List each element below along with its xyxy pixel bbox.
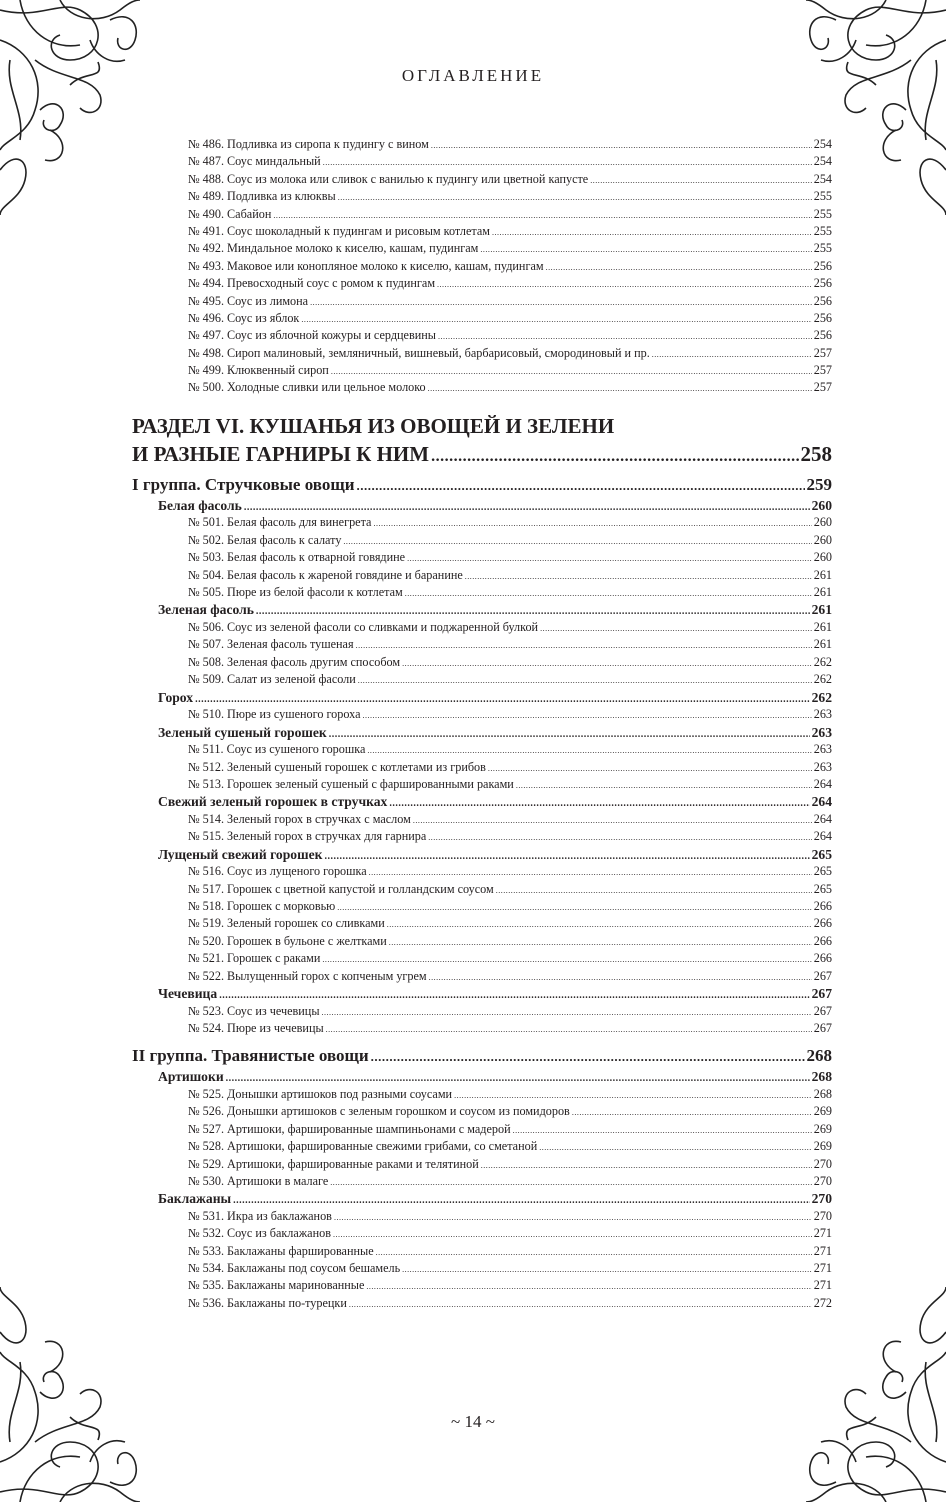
entry-title: № 513. Горошек зеленый сушеный с фаршированными раками — [188, 776, 514, 791]
entry-title: № 536. Баклажаны по-турецки — [188, 1295, 347, 1310]
subgroup-heading[interactable] — [132, 1069, 832, 1087]
entry-title: № 525. Донышки артишоков под разными соусами — [188, 1086, 453, 1101]
entry-title: № 496. Соус из яблок — [188, 310, 300, 325]
page-ref: 261 — [813, 585, 832, 600]
subgroup-heading[interactable] — [132, 498, 832, 516]
toc-entry[interactable] — [132, 1226, 832, 1243]
dot-leader — [481, 1157, 812, 1172]
dot-leader — [369, 864, 812, 879]
toc-entry[interactable] — [132, 568, 832, 585]
subgroup-heading[interactable] — [132, 602, 832, 620]
dot-leader — [366, 1278, 811, 1293]
entry-title: № 516. Соус из лущеного горошка — [188, 864, 367, 879]
page-ref: 260 — [813, 532, 832, 547]
dot-leader — [329, 725, 810, 741]
toc-entry[interactable] — [132, 882, 832, 899]
subgroup-heading[interactable] — [132, 794, 832, 812]
dot-leader — [389, 934, 812, 949]
page-ref: 254 — [813, 171, 832, 186]
subgroup-heading[interactable] — [132, 847, 832, 865]
toc-entry[interactable] — [132, 276, 832, 293]
page-ref: 269 — [813, 1121, 832, 1136]
page-ref: 264 — [811, 794, 832, 810]
dot-leader — [338, 189, 812, 204]
entry-title: № 523. Соус из чечевицы — [188, 1003, 320, 1018]
toc-entry[interactable] — [132, 655, 832, 672]
entry-title: № 509. Салат из зеленой фасоли — [188, 672, 356, 687]
entry-title: II группа. Травянистые овощи — [132, 1046, 369, 1066]
page-ref: 256 — [813, 328, 832, 343]
toc-entry[interactable] — [132, 829, 832, 846]
toc-entry[interactable] — [132, 241, 832, 258]
entry-title: Свежий зеленый горошек в стручках — [158, 794, 388, 810]
dot-leader — [244, 498, 810, 514]
page-ref: 261 — [813, 637, 832, 652]
page-number: ~ 14 ~ — [451, 1412, 495, 1431]
page-ref: 255 — [813, 223, 832, 238]
entry-title: № 504. Белая фасоль к жареной говядине и баранине — [188, 567, 463, 582]
dot-leader — [652, 346, 812, 361]
page-ref: 257 — [813, 345, 832, 360]
dot-leader — [324, 847, 809, 863]
dot-leader — [334, 1209, 812, 1224]
entry-title: I группа. Стручковые овощи — [132, 474, 355, 494]
toc-entry[interactable] — [132, 585, 832, 602]
entry-title: Горох — [158, 689, 194, 705]
toc-entry[interactable] — [132, 1104, 832, 1121]
page-ref: 270 — [811, 1191, 832, 1207]
dot-leader — [322, 951, 811, 966]
page-ref: 266 — [813, 933, 832, 948]
page-ref: 263 — [813, 742, 832, 757]
toc-entry[interactable] — [132, 1261, 832, 1278]
page-ref: 263 — [813, 707, 832, 722]
entry-title: № 527. Артишоки, фаршированные шампиньонами с мадерой — [188, 1121, 511, 1136]
toc-entry[interactable] — [132, 515, 832, 532]
toc-entry[interactable] — [132, 707, 832, 724]
page-ref: 256 — [813, 310, 832, 325]
page-ref: 265 — [813, 881, 832, 896]
entry-title: № 500. Холодные сливки или цельное молоко — [188, 380, 426, 395]
page-ref: 262 — [811, 689, 832, 705]
dot-leader — [437, 276, 812, 291]
subgroup-heading[interactable] — [132, 986, 832, 1004]
entry-title: № 501. Белая фасоль для винегрета — [188, 515, 372, 530]
table-of-contents — [132, 137, 832, 1313]
entry-title: Артишоки — [158, 1069, 224, 1085]
dot-leader — [572, 1104, 812, 1119]
entry-title: Баклажаны — [158, 1191, 232, 1207]
entry-title: № 528. Артишоки, фаршированные свежими грибами, со сметаной — [188, 1139, 538, 1154]
dot-leader — [331, 363, 812, 378]
toc-entry[interactable] — [132, 1087, 832, 1104]
dot-leader — [326, 1021, 812, 1036]
entry-title: № 526. Донышки артишоков с зеленым горошком и соусом из помидоров — [188, 1104, 570, 1119]
toc-entry[interactable] — [132, 1021, 832, 1038]
entry-title: Лущеный свежий горошек — [158, 846, 323, 862]
dot-leader — [333, 1226, 812, 1241]
dot-leader — [438, 328, 812, 343]
page-ref: 264 — [813, 811, 832, 826]
entry-title: № 507. Зеленая фасоль тушеная — [188, 637, 354, 652]
dot-leader — [413, 812, 812, 827]
page-ref: 257 — [813, 363, 832, 378]
page-ref: 256 — [813, 276, 832, 291]
toc-entry[interactable] — [132, 363, 832, 380]
entry-title: № 531. Икра из баклажанов — [188, 1208, 332, 1223]
entry-title: № 512. Зеленый сушеный горошек с котлетами из грибов — [188, 759, 486, 774]
entry-title: № 505. Пюре из белой фасоли к котлетам — [188, 585, 403, 600]
toc-entry[interactable] — [132, 812, 832, 829]
page-ref: 268 — [806, 1046, 832, 1066]
dot-leader — [492, 224, 812, 239]
dot-leader — [349, 1296, 812, 1311]
page-ref: 265 — [811, 846, 832, 862]
toc-entry[interactable] — [132, 207, 832, 224]
page-ref: 258 — [800, 441, 832, 466]
dot-leader — [387, 916, 812, 931]
entry-title: № 535. Баклажаны маринованные — [188, 1278, 365, 1293]
entry-title: № 493. Маковое или конопляное молоко к киселю, кашам, пудингам — [188, 258, 544, 273]
dot-leader — [405, 585, 812, 600]
toc-entry[interactable] — [132, 346, 832, 363]
entry-title: № 529. Артишоки, фаршированные раками и телятиной — [188, 1156, 479, 1171]
entry-title: № 495. Соус из лимона — [188, 293, 309, 308]
entry-title: № 532. Соус из баклажанов — [188, 1226, 331, 1241]
toc-entry[interactable] — [132, 1296, 832, 1313]
toc-entry[interactable] — [132, 672, 832, 689]
toc-entry[interactable] — [132, 864, 832, 881]
toc-entry[interactable] — [132, 189, 832, 206]
dot-leader — [301, 311, 811, 326]
toc-entry[interactable] — [132, 550, 832, 567]
entry-title: № 487. Соус миндальный — [188, 154, 321, 169]
dot-leader — [513, 1122, 812, 1137]
dot-leader — [480, 241, 811, 256]
toc-entry[interactable] — [132, 620, 832, 637]
entry-title: № 494. Превосходный соус с ромом к пудингам — [188, 276, 436, 291]
page-ref: 260 — [811, 497, 832, 513]
entry-title: № 499. Клюквенный сироп — [188, 363, 329, 378]
dot-leader — [376, 1244, 812, 1259]
toc-entry[interactable] — [132, 311, 832, 328]
toc-entry[interactable] — [132, 742, 832, 759]
page-ref: 263 — [813, 759, 832, 774]
dot-leader — [357, 475, 805, 495]
page-ref: 255 — [813, 241, 832, 256]
dot-leader — [407, 550, 812, 565]
toc-entry[interactable] — [132, 1122, 832, 1139]
dot-leader — [256, 602, 810, 618]
page-ref: 262 — [813, 654, 832, 669]
dot-leader — [337, 899, 811, 914]
toc-entry[interactable] — [132, 1157, 832, 1174]
page-ref: 267 — [813, 968, 832, 983]
entry-title: № 491. Соус шоколадный к пудингам и рисовым котлетам — [188, 223, 491, 238]
entry-title: № 511. Соус из сушеного горошка — [188, 742, 366, 757]
section-heading: РАЗДЕЛ VI. КУШАНЬЯ ИЗ ОВОЩЕЙ И ЗЕЛЕНИ — [132, 413, 615, 438]
dot-leader — [343, 533, 811, 548]
entry-title: № 489. Подливка из клюквы — [188, 189, 336, 204]
toc-entry[interactable] — [132, 1209, 832, 1226]
dot-leader — [322, 1004, 812, 1019]
entry-title: № 534. Баклажаны под соусом бешамель — [188, 1261, 401, 1276]
page-ref: 266 — [813, 916, 832, 931]
page-ref: 270 — [813, 1173, 832, 1188]
entry-title: № 502. Белая фасоль к салату — [188, 532, 342, 547]
page-ref: 261 — [813, 620, 832, 634]
dot-leader — [219, 986, 809, 1002]
toc-entry[interactable] — [132, 224, 832, 241]
page-ref: 268 — [813, 1086, 832, 1101]
dot-leader — [389, 794, 809, 810]
dot-leader — [402, 655, 812, 670]
toc-entry[interactable] — [132, 1139, 832, 1156]
entry-title: № 520. Горошек в бульоне с желтками — [188, 933, 387, 948]
entry-title: № 492. Миндальное молоко к киселю, кашам, пудингам — [188, 241, 479, 256]
entry-title: № 498. Сироп малиновый, земляничный, вишневый, барбарисовый, смородиновый и пр. — [188, 345, 650, 360]
subgroup-heading[interactable] — [132, 725, 832, 743]
dot-leader — [431, 137, 812, 152]
entry-title: № 486. Подливка из сиропа к пудингу с вином — [188, 137, 429, 151]
entry-title: И РАЗНЫЕ ГАРНИРЫ К НИМ — [132, 441, 430, 466]
toc-entry[interactable] — [132, 637, 832, 654]
toc-entry[interactable] — [132, 916, 832, 933]
entry-title: № 514. Зеленый горох в стручках с маслом — [188, 811, 411, 826]
page-ref: 267 — [811, 986, 832, 1002]
dot-leader — [590, 172, 812, 187]
page-ref: 260 — [813, 550, 832, 565]
dot-leader — [310, 294, 812, 309]
page-ref: 271 — [813, 1243, 832, 1258]
dot-leader — [233, 1191, 809, 1207]
dot-leader — [367, 742, 811, 757]
dot-leader — [373, 515, 811, 530]
dot-leader — [546, 259, 812, 274]
entry-title: № 533. Баклажаны фаршированные — [188, 1243, 374, 1258]
page-ref: 256 — [813, 293, 832, 308]
toc-entry[interactable] — [132, 777, 832, 794]
entry-title: № 515. Зеленый горох в стручках для гарнира — [188, 829, 427, 844]
entry-title: № 518. Горошек с морковью — [188, 899, 336, 914]
dot-leader — [496, 882, 812, 897]
group-heading[interactable] — [132, 475, 832, 498]
dot-leader — [358, 672, 812, 687]
toc-entry[interactable] — [132, 1174, 832, 1191]
page-ref: 256 — [813, 258, 832, 273]
toc-entry[interactable] — [132, 1244, 832, 1261]
dot-leader — [371, 1046, 805, 1066]
page-ref: 261 — [811, 602, 832, 618]
toc-entry[interactable] — [132, 760, 832, 777]
page-ref: 260 — [813, 515, 832, 530]
toc-entry[interactable] — [132, 380, 832, 397]
dot-leader — [428, 829, 811, 844]
toc-entry[interactable] — [132, 533, 832, 550]
toc-entry[interactable] — [132, 294, 832, 311]
page-ref: 264 — [813, 776, 832, 791]
page-ref: 270 — [813, 1156, 832, 1171]
page-ref: 254 — [813, 154, 832, 169]
dot-leader — [454, 1087, 812, 1102]
entry-title: № 508. Зеленая фасоль другим способом — [188, 654, 401, 669]
toc-entry[interactable] — [132, 969, 832, 986]
dot-leader — [488, 760, 812, 775]
toc-entry[interactable] — [132, 172, 832, 189]
page-ref: 267 — [813, 1003, 832, 1018]
page-ref: 269 — [813, 1104, 832, 1119]
page-ref: 257 — [813, 380, 832, 395]
dot-leader — [429, 969, 812, 984]
toc-entry[interactable] — [132, 1278, 832, 1295]
dot-leader — [431, 440, 798, 471]
toc-entry[interactable] — [132, 934, 832, 951]
page-ref: 261 — [813, 567, 832, 582]
page-ref: 254 — [813, 137, 832, 151]
page-ref: 255 — [813, 206, 832, 221]
entry-title: Зеленый сушеный горошек — [158, 724, 327, 740]
page-ref: 262 — [813, 672, 832, 687]
page-ref: 255 — [813, 189, 832, 204]
entry-title: № 517. Горошек с цветной капустой и голландским соусом — [188, 881, 494, 896]
dot-leader — [323, 154, 812, 169]
section-heading-line2[interactable] — [132, 440, 832, 471]
entry-title: № 530. Артишоки в малаге — [188, 1173, 329, 1188]
page-ref: 271 — [813, 1261, 832, 1276]
page-ref: 270 — [813, 1208, 832, 1223]
page-ref: 267 — [813, 1021, 832, 1035]
dot-leader — [195, 690, 810, 706]
dot-leader — [539, 1139, 812, 1154]
dot-leader — [402, 1261, 812, 1276]
entry-title: № 522. Вылущенный горох с копченым угрем — [188, 968, 427, 983]
entry-title: Чечевица — [158, 986, 218, 1002]
toc-entry[interactable] — [132, 899, 832, 916]
subgroup-heading[interactable] — [132, 690, 832, 708]
page-ref: 263 — [811, 724, 832, 740]
dot-leader — [428, 380, 812, 395]
entry-title: № 503. Белая фасоль к отварной говядине — [188, 550, 406, 565]
toc-entry[interactable] — [132, 951, 832, 968]
page-ref: 272 — [813, 1295, 832, 1310]
toc-entry[interactable] — [132, 1004, 832, 1021]
dot-leader — [356, 637, 812, 652]
dot-leader — [330, 1174, 811, 1189]
entry-title: № 488. Соус из молока или сливок с ванилью к пудингу или цветной капусте — [188, 171, 589, 186]
toc-entry[interactable] — [132, 154, 832, 171]
dot-leader — [465, 568, 812, 583]
page-ref: 266 — [813, 951, 832, 966]
page-ref: 268 — [811, 1069, 832, 1085]
page-ref: 264 — [813, 829, 832, 844]
subgroup-heading[interactable] — [132, 1191, 832, 1209]
dot-leader — [516, 777, 812, 792]
entry-title: Зеленая фасоль — [158, 602, 254, 618]
page-ref: 271 — [813, 1226, 832, 1241]
page-ref: 259 — [806, 474, 832, 494]
toc-entry[interactable] — [132, 328, 832, 345]
page-ref: 271 — [813, 1278, 832, 1293]
group-heading[interactable] — [132, 1046, 832, 1069]
page-title: ОГЛАВЛЕНИЕ — [401, 66, 545, 85]
entry-title: № 519. Зеленый горошек со сливками — [188, 916, 385, 931]
page-ref: 269 — [813, 1139, 832, 1154]
entry-title: № 497. Соус из яблочной кожуры и сердцевины — [188, 328, 436, 343]
entry-title: № 524. Пюре из чечевицы — [188, 1021, 324, 1035]
toc-entry[interactable] — [132, 259, 832, 276]
dot-leader — [273, 207, 811, 222]
entry-title: Белая фасоль — [158, 497, 242, 513]
dot-leader — [363, 707, 812, 722]
entry-title: № 521. Горошек с раками — [188, 951, 321, 966]
entry-title: № 506. Соус из зеленой фасоли со сливками и поджаренной булкой — [188, 620, 539, 634]
dot-leader — [540, 620, 812, 635]
entry-title: № 510. Пюре из сушеного гороха — [188, 707, 361, 722]
toc-entry[interactable] — [132, 137, 832, 154]
page-ref: 265 — [813, 864, 832, 879]
dot-leader — [226, 1069, 810, 1085]
page-ref: 266 — [813, 899, 832, 914]
entry-title: № 490. Сабайон — [188, 206, 272, 221]
